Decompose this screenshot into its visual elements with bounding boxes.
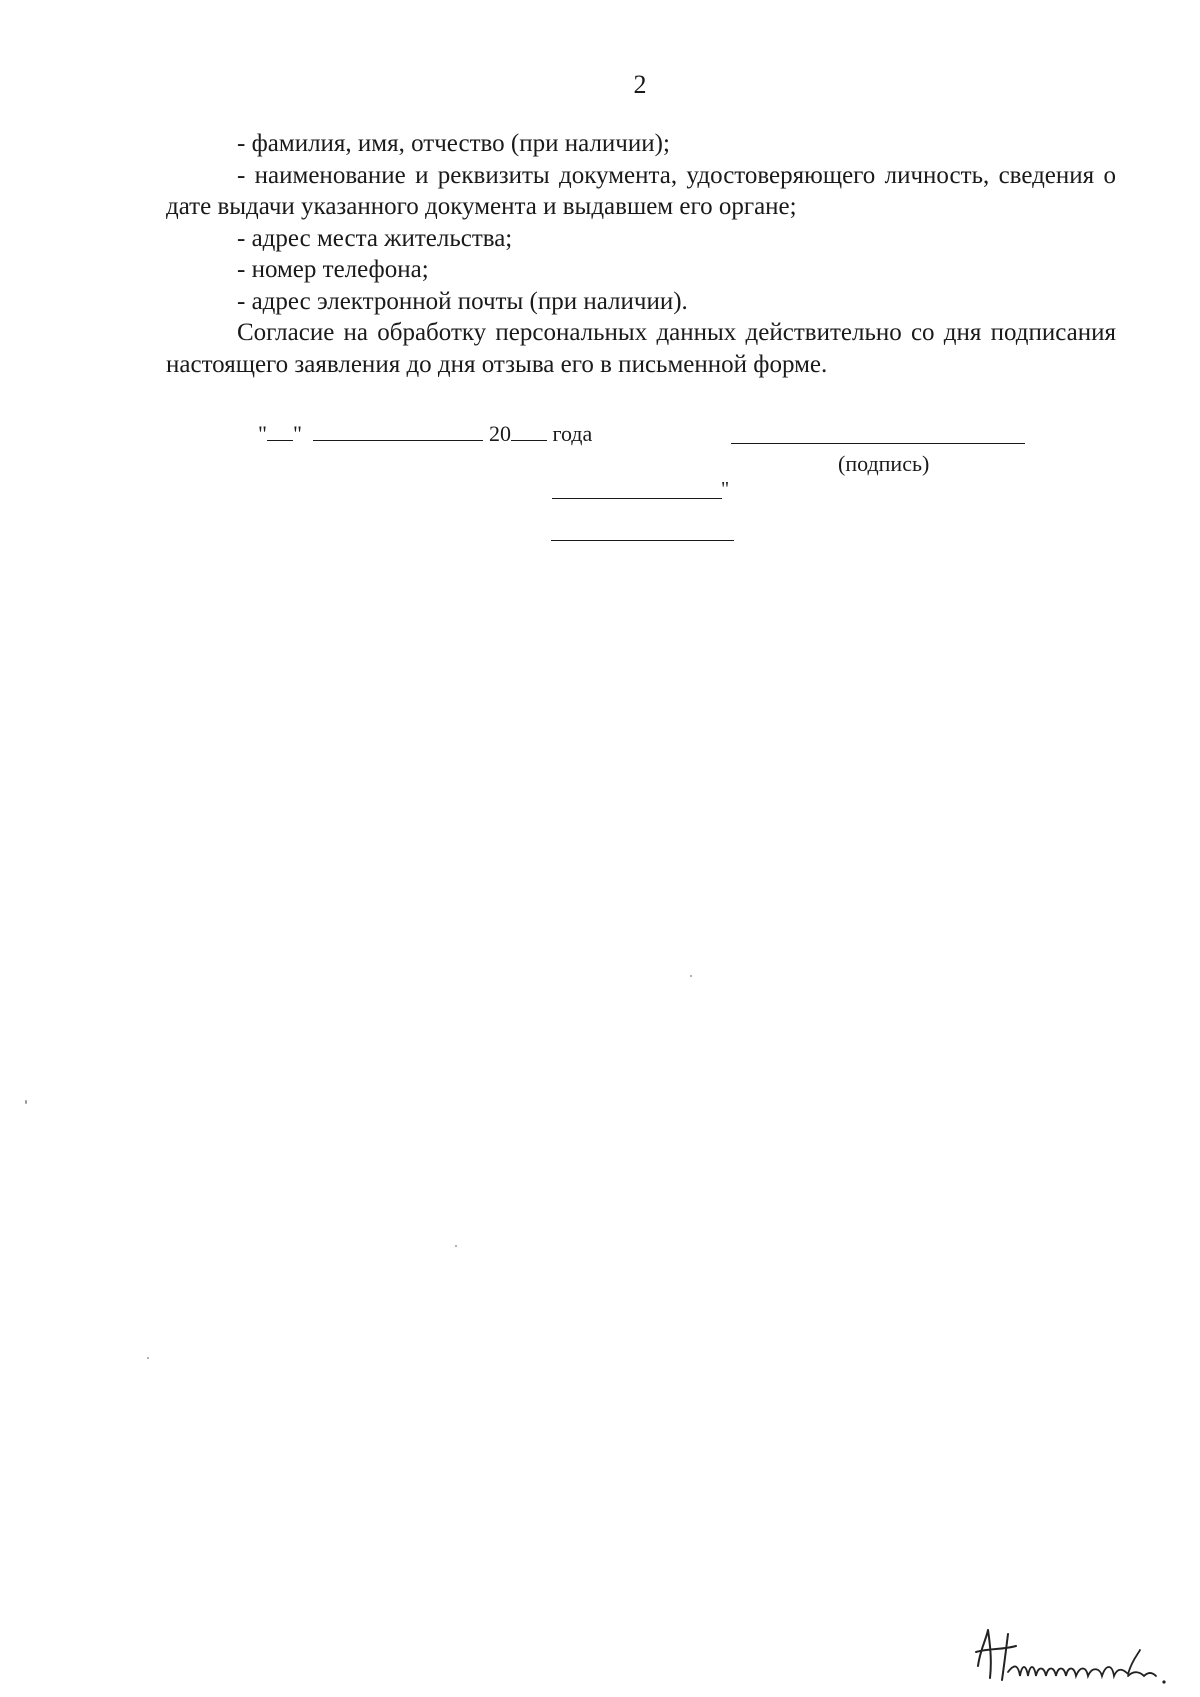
signature-caption: (подпись) [838,451,930,476]
year-suffix: года [552,421,593,446]
signature-line [731,443,1025,444]
year-prefix: 20 [488,421,511,446]
list-item-full-name: - фамилия, имя, отчество (при наличии); [237,130,670,157]
day-blank [267,420,293,441]
scan-speck [455,1245,457,1247]
page-number: 2 [633,70,647,99]
body-text [166,128,1116,380]
month-blank [313,420,483,441]
blank-line-lower [551,540,734,541]
list-item-identity-document: - наименование и реквизиты документа, удостоверяющего личность, сведения о дате выдачи указанного документа и выдавшем его органе; [166,161,1116,220]
list-item-residence-address: - адрес места жительства; [237,224,513,252]
blank-line-quote: " [721,478,730,500]
consent-paragraph: Согласие на обработку персональных данных действительно со дня подписания настоящего заявления до дня отзыва его в письменной форме. [166,319,1116,378]
date-open-quote: " [258,421,267,446]
blank-line-upper [552,498,722,499]
list-item-email: - адрес электронной почты (при наличии). [237,287,688,315]
scan-speck [690,975,692,977]
date-line [258,420,592,447]
scan-speck [147,1357,149,1359]
handwritten-signature [968,1620,1188,1690]
scan-speck [25,1100,27,1104]
list-item-phone-number: - номер телефона; [237,256,429,283]
date-close-quote: " [292,421,302,446]
year-blank [511,420,547,441]
